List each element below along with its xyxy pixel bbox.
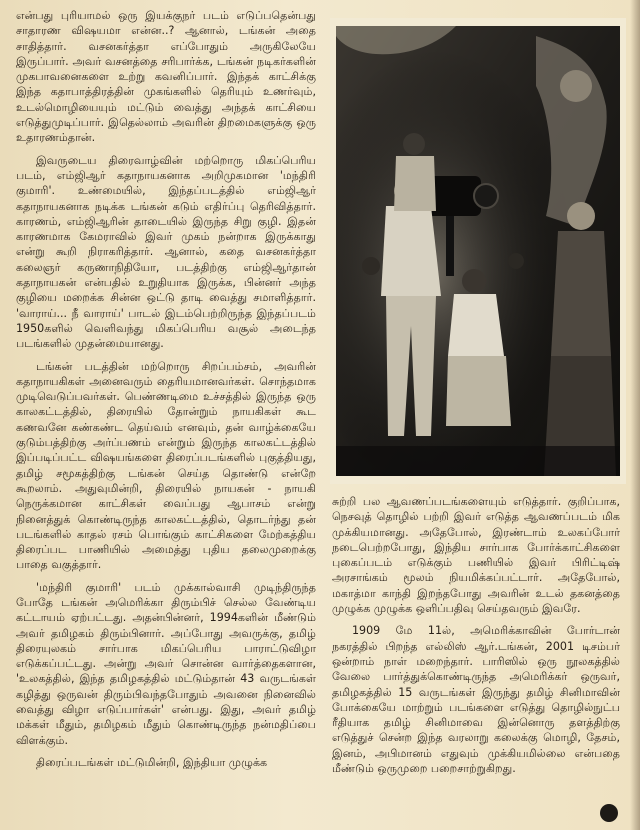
article-paragraph: திரைப்படங்கள் மட்டுமின்றி, இந்தியா முழுக்க	[36, 755, 268, 769]
article-left-column	[16, 8, 316, 777]
article-paragraph: டங்கன் படத்தின் மற்றொரு சிறப்பம்சம், அவரின் கதாநாயகிகள் அனைவரும் தைரியமானவர்கள். சொந்தமாக முடிவெடுப்பவர்கள். பெண்ணடிமை உச்சத்தில் இருந்த ஒரு காலகட்டத்தில், திரையில் தோன்றும் நாயகிகள் கூட கணவனே கண்கண்ட தெய்வம் எனவும், தன் வாழ்க்கையே குடும்பத்திற்கு அர்ப்பணம் என்றும் இருந்த காலகட்டத்தில் இப்படிப்பட்ட விஷயங்களை திரைப்படங்களில் புகுத்தியது, தமிழ் சமூகத்திற்கு டங்கன் செய்த தொண்டு என்றே கூறலாம். அதுவுமின்றி, திரையில் நாயகன் - நாயகி நெருக்கமான காட்சிகள் வைப்பது ஆபாசம் என்று நினைத்துக் கொண்டிருந்த காலகட்டத்தில், தொடர்ந்து தன் படங்களில் காதல் ரசம் பொங்கும் காட்சிகளை மேற்கத்திய திரைப்பட பாணியில் அமைத்து புதிய தலைமுறைக்கு பாதை வகுத்தார்.	[16, 359, 316, 572]
article-paragraph: என்பது புரியாமல் ஒரு இயக்குநர் படம் எடுப்பதென்பது சாதாரண விஷயமா என்ன..? ஆனால், டங்கன் அதை சாதித்தார். வசனகர்த்தா எப்போதும் அருகிலேயே இருப்பார். அவர் வசனத்தை சரிபார்க்க, டங்கன் நடிகர்களின் முகபாவனைகளை உற்று கவனிப்பார். இந்தக் காட்சிக்கு இந்த கதாபாத்திரத்தின் முகங்களில் தெரியும் உணர்வும், உடல்மொழியையும் மட்டும் வைத்து அந்தக் காட்சியை எடுத்துமுடிப்பார். இதெல்லாம் அவரின் திறமைகளுக்கு ஒரு உதாரணம்தான்.	[16, 9, 316, 145]
film-set-photo	[336, 26, 620, 476]
film-set-photo-illustration	[336, 26, 620, 476]
page-end-bullet-icon	[600, 804, 618, 822]
article-paragraph: 'மந்திரி குமாரி' படம் முக்கால்வாசி முடிந்திருந்த போதே டங்கன் அமெரிக்கா திரும்பிச் செல்ல வேண்டிய கட்டாயம் ஏற்பட்டது. அதன்பின்னர், 1994களின் மீண்டும் அவர் தமிழகம் திரும்பினார். அப்போது அவருக்கு, தமிழ் திரையுலகம் சார்பாக மிகப்பெரிய பாராட்டுவிழா எடுக்கப்பட்டது. அன்று அவர் சொன்ன வார்த்தைகளான, 'உலகத்தில், இந்த தமிழகத்தில் மட்டும்தான் 43 வருடங்கள் கழித்து ஒருவன் திரும்பிவந்தபோதும் அவனை நினைவில் வைத்து விழா எடுப்பார்கள்' என்பது. இது, அவர் தமிழ் மக்கள் மீதும், தமிழகம் மீதும் கொண்டிருந்த நன்மதிப்பை விளக்கும்.	[16, 580, 316, 747]
article-right-column	[332, 494, 620, 783]
article-paragraph: சுற்றி பல ஆவணப்படங்களையும் எடுத்தார். குறிப்பாக, நெசவுத் தொழில் பற்றி இவர் எடுத்த ஆவணப்படம் மிக முக்கியமானது. அதேபோல், இரண்டாம் உலகப்போர் நடைபெற்றபோது, இந்திய சார்பாக போர்க்காட்சிகளை புகைப்படம் எடுக்கும் பணியில் இவர் பிரிட்டிஷ் அரசாங்கம் மூலம் நியமிக்கப்பட்டார். அதேபோல், மகாத்மா காந்தி இறந்தபோது அவரின் உடல் தகனத்தை முழுக்க முழுக்க ஒளிப்பதிவு செய்தவரும் இவரே.	[332, 495, 620, 616]
page-edge-shadow	[630, 0, 640, 830]
article-paragraph: 1909 மே 11ல், அமெரிக்காவின் போர்டான் நகரத்தில் பிறந்த எல்லிஸ் ஆர்.டங்கன், 2001 டிசம்பர் ஒன்றாம் நாள் மறைந்தார். பாரிஸில் ஒரு நூலகத்தில் வேலை பார்த்துக்கொண்டிருந்த அமெரிக்கர் ஒருவர், தமிழகத்தில் 15 வருடங்கள் இருந்து தமிழ் சினிமாவின் போக்கையே மாற்றும் படங்களை எடுத்து தொழில்நுட்ப ரீதியாக தமிழ் சினிமாவை இன்னொரு தளத்திற்கு எடுத்துச் சென்ற இந்த வரலாறு கலைக்கு மொழி, தேசம், இனம், அபிமானம் எதுவும் முக்கியமில்லை என்பதை மீண்டும் ஒருமுறை பறைசாற்றுகிறது.	[332, 624, 620, 776]
article-paragraph: இவருடைய திரைவாழ்வின் மற்றொரு மிகப்பெரிய படம், எம்ஜிஆர் கதாநாயகனாக அறிமுகமான 'மந்திரி குமாரி'. உண்மையில், இந்தப்படத்தில் எம்ஜிஆர் கதாநாயகனாக நடிக்க டங்கன் கடும் எதிர்ப்பு தெரிவித்தார். காரணம், எம்ஜிஆரின் தாடையில் இருந்த சிறு குழி. இதன் காரணமாக கேமராவில் இவர் முகம் நன்றாக இருக்காது என்று கூறி நிராகரித்தார். ஆனால், கதை வசனகர்த்தா கலைஞர் கருணாநிதியோ, படத்திற்கு எம்ஜிஆர்தான் கதாநாயகன் என்பதில் உறுதியாக இருக்க, பின்னர் அந்த குழியை மறைக்க சின்ன ஒட்டு தாடி வைத்து சமாளித்தார். 'வாராய்... நீ வாராய்' பாடல் இடம்பெற்றிருந்த இந்தப்படம் 1950களில் வெளிவந்து மிகப்பெரிய வசூல் அடைந்த படங்களில் முதன்மையானது.	[16, 153, 316, 351]
photo-frame	[330, 18, 626, 484]
